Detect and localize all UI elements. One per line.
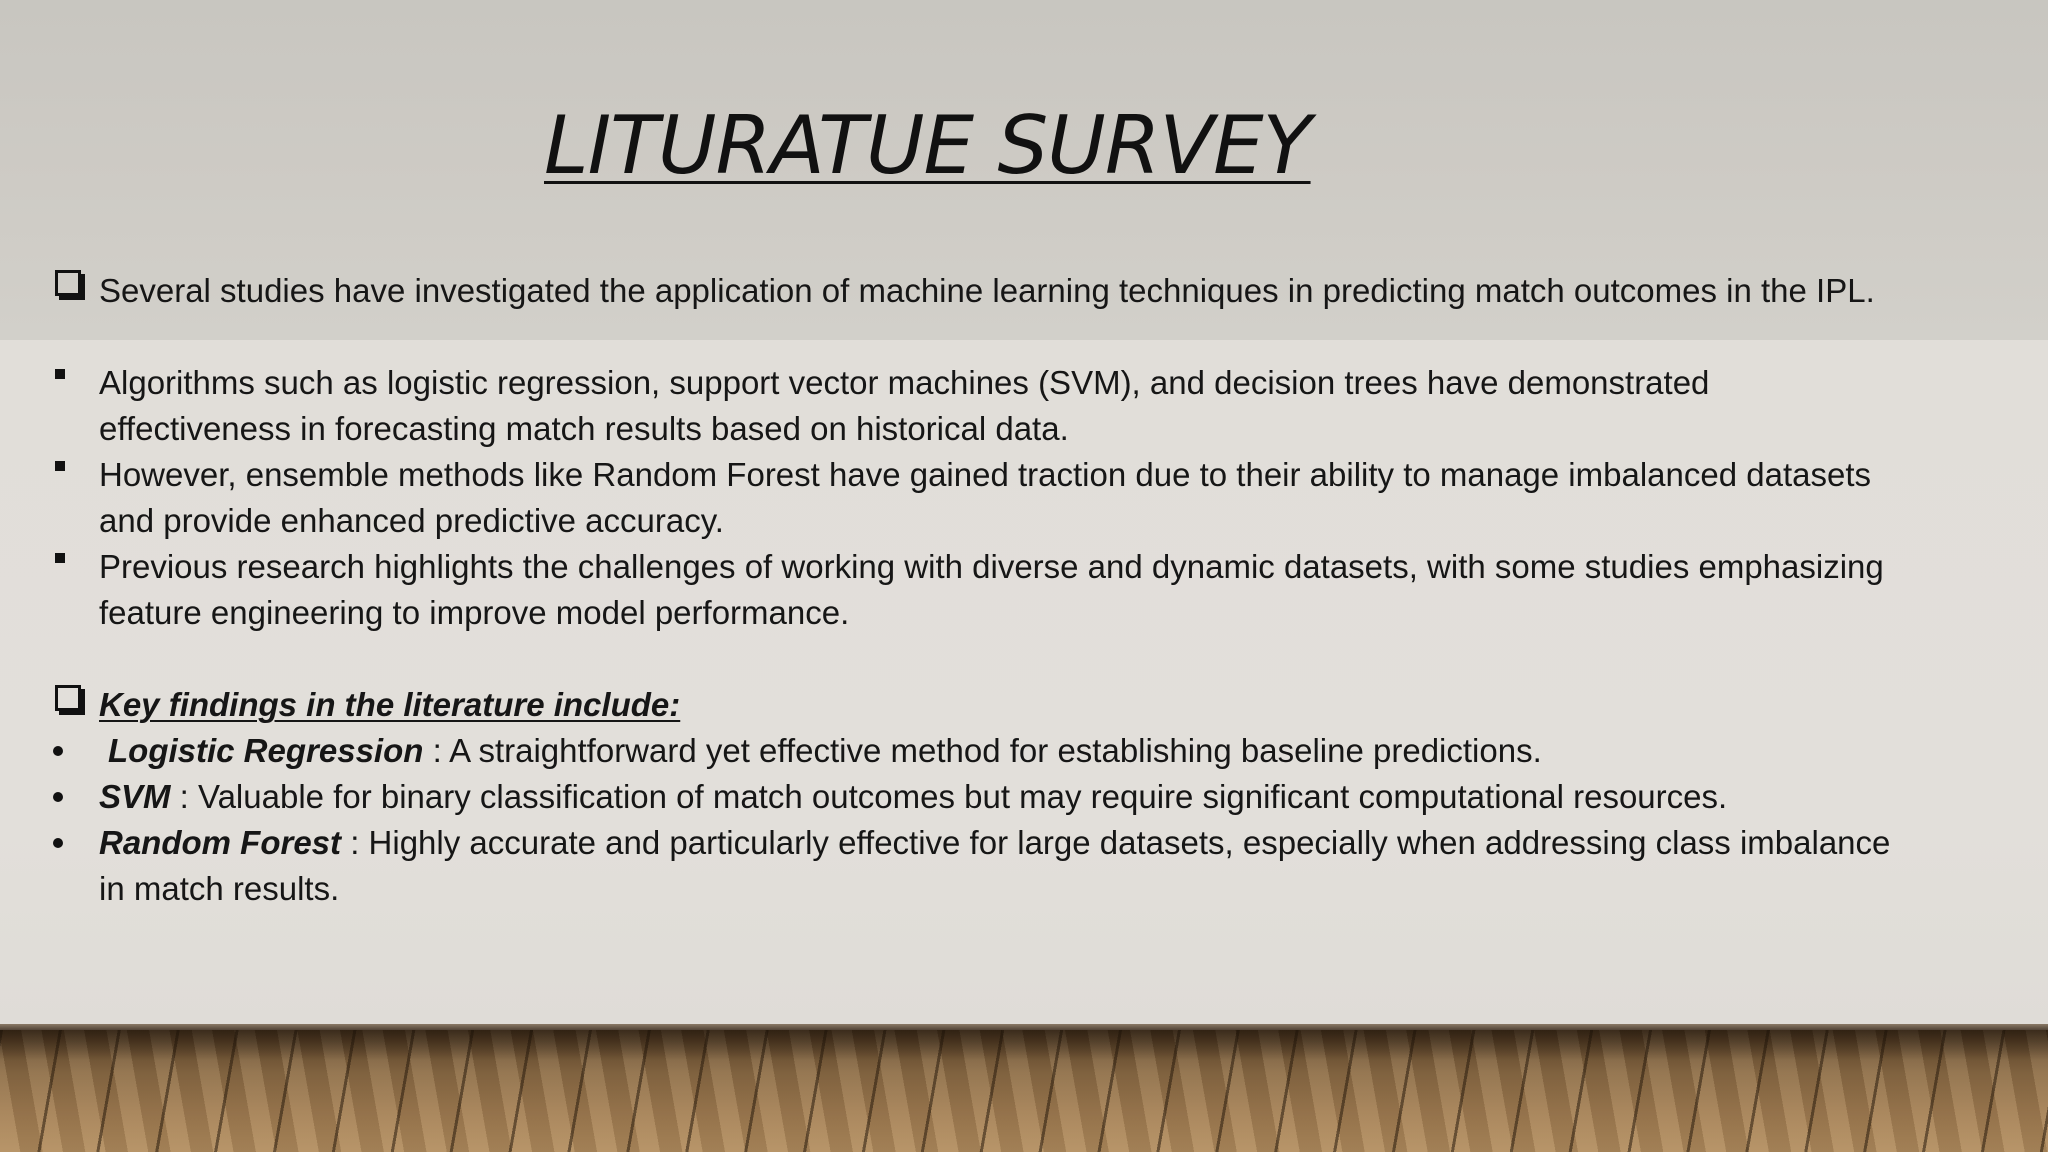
intro-text: Several studies have investigated the application of machine learning techniques in predicting match outcomes in the IPL.: [99, 272, 1875, 309]
square-bullet-icon: [55, 369, 65, 379]
square-bullet-icon: [55, 553, 65, 563]
point-3-line-2: feature engineering to improve model performance.: [99, 594, 850, 631]
finding-3-term: Random Forest: [99, 824, 342, 861]
finding-2: [99, 774, 1727, 820]
finding-1-term: Logistic Regression: [108, 732, 424, 769]
point-1-line-2: effectiveness in forecasting match results based on historical data.: [99, 410, 1069, 447]
finding-1: [108, 728, 1542, 774]
round-bullet-icon: [53, 838, 63, 848]
finding-1-desc: : A straightforward yet effective method for establishing baseline predictions.: [423, 732, 1542, 769]
finding-3-desc: : Highly accurate and particularly effective for large datasets, especially when addressing class imbalance: [341, 824, 1891, 861]
round-bullet-icon: [53, 792, 63, 802]
slide-title: LITURATUE SURVEY: [544, 99, 1311, 192]
point-2-line-1: However, ensemble methods like Random Forest have gained traction due to their ability to manage imbalanced datasets: [99, 456, 1871, 493]
round-bullet-icon: [53, 746, 63, 756]
finding-2-desc: : Valuable for binary classification of match outcomes but may require significant computational resources.: [170, 778, 1728, 815]
finding-3: [99, 820, 1890, 866]
point-3-line-1: Previous research highlights the challenges of working with diverse and dynamic datasets, with some studies emphasizing: [99, 548, 1884, 585]
key-findings-heading: Key findings in the literature include:: [99, 686, 681, 723]
key-findings-heading-row: [99, 682, 680, 728]
square-bullet-icon: [55, 461, 65, 471]
finding-3-continuation: in match results.: [99, 870, 340, 907]
checkbox-bullet-icon: [55, 685, 81, 711]
checkbox-bullet-icon: [55, 270, 81, 296]
point-1-line-1: Algorithms such as logistic regression, support vector machines (SVM), and decision trees have demonstrated: [99, 364, 1710, 401]
point-2-line-2: and provide enhanced predictive accuracy.: [99, 502, 724, 539]
finding-2-term: SVM: [99, 778, 171, 815]
